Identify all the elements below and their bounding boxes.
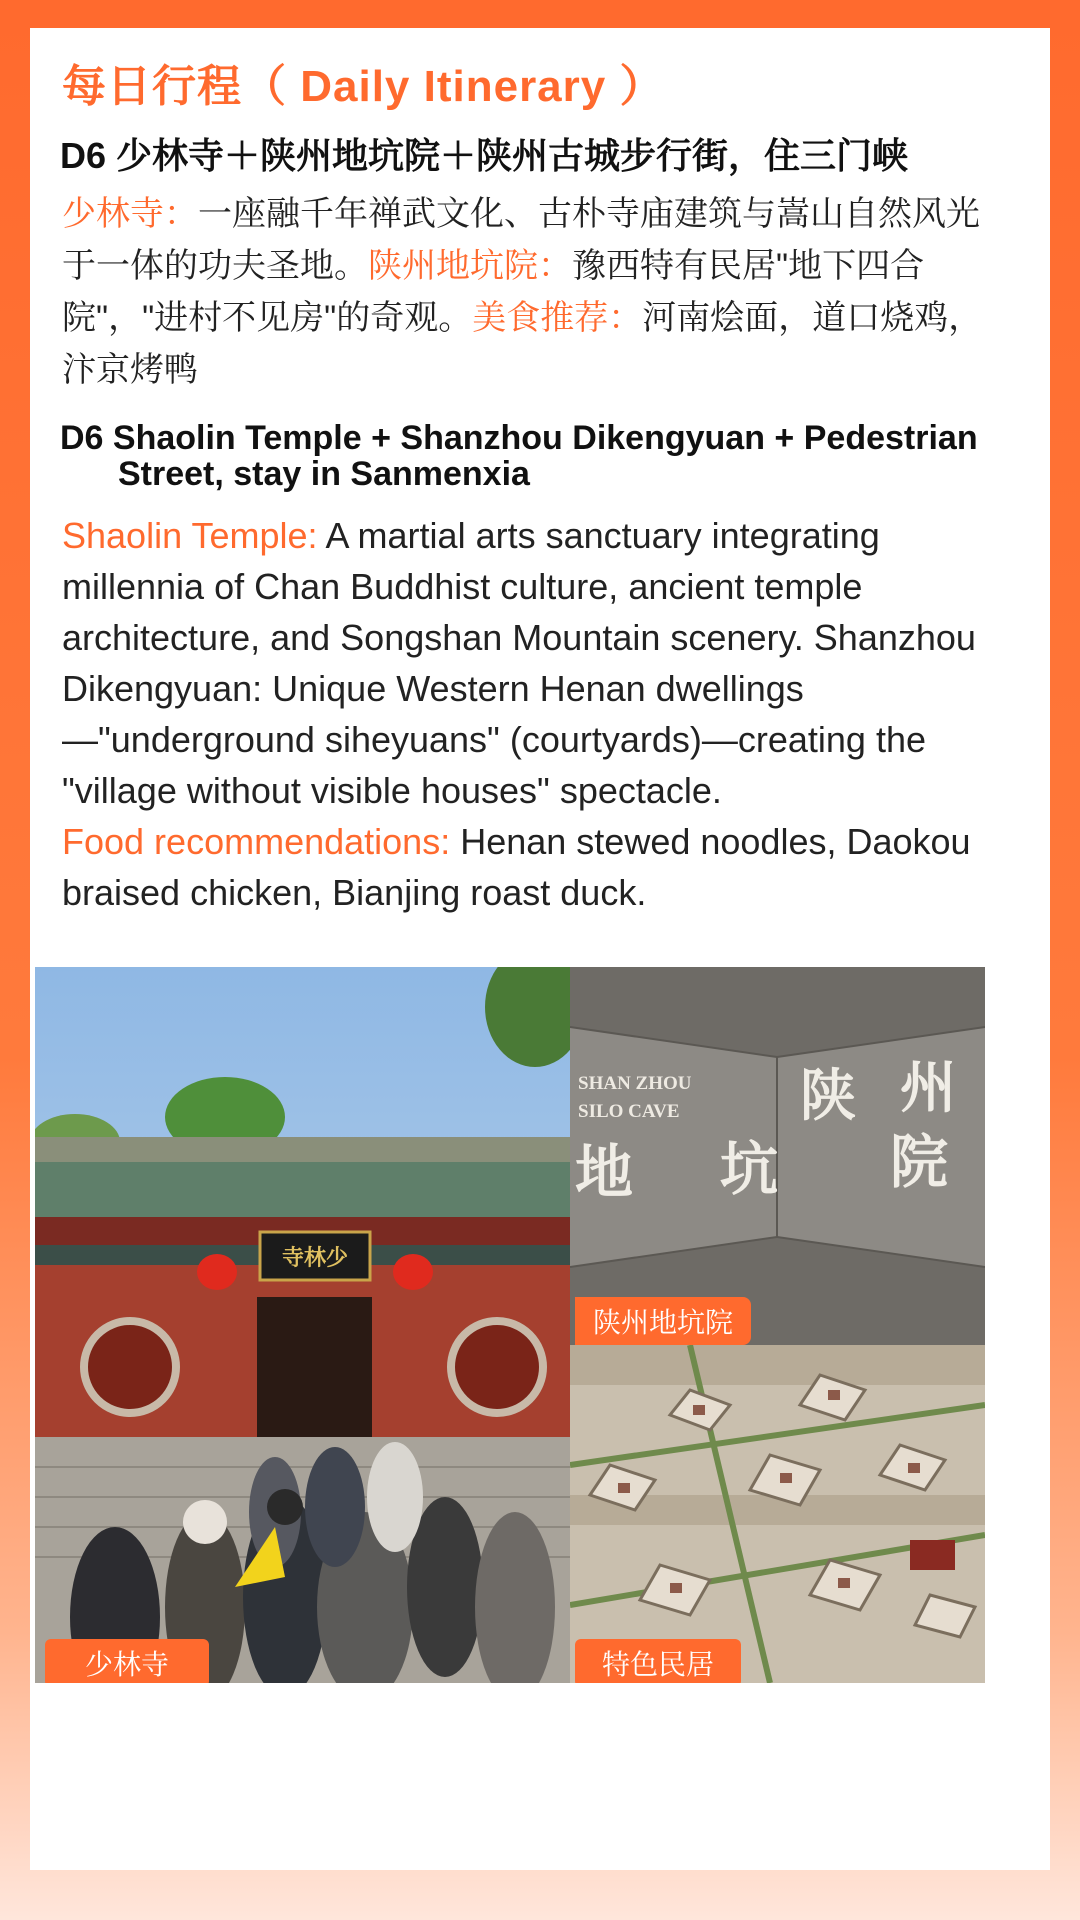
shaolin-text-cn: 一座融千年禅武文化、古朴寺庙建筑与嵩山自然风光于一体的功夫圣地。 <box>62 195 980 285</box>
day-title-en <box>60 420 1020 492</box>
dikeng-label-cn: 陕州地坑院： <box>368 247 572 285</box>
temple-plaque-text: 寺林少 <box>281 1245 349 1270</box>
shaolin-temple-photo <box>35 967 570 1683</box>
shaolin-label-en: Shaolin Temple: <box>62 515 318 556</box>
dikengyuan-caption: 陕州地坑院 <box>575 1297 751 1345</box>
shaolin-text-en: A martial arts sanctuary integrating millennia of Chan Buddhist culture, ancient temple architecture, and Songshan Mountain scenery. Shanzhou Dikengyuan: Unique Western Henan dwellings—"underground siheyuans" (courtyards)—creating the "village without visible houses" spectacle. <box>62 515 976 811</box>
stone-text-en-2: SILO CAVE <box>578 1101 680 1122</box>
section-heading: 每日行程（ Daily Itinerary ） <box>62 62 665 111</box>
description-cn <box>62 188 1012 396</box>
dwellings-caption: 特色民居 <box>575 1639 741 1683</box>
photo-collage <box>35 967 985 1683</box>
day-title-en-line2: Street, stay in Sanmenxia <box>118 455 530 493</box>
stone-text-en-1: SHAN ZHOU <box>578 1073 692 1094</box>
shaolin-caption: 少林寺 <box>45 1639 209 1683</box>
shaolin-label-cn: 少林寺： <box>62 195 198 233</box>
day-title-en-line1: D6 Shaolin Temple + Shanzhou Dikengyuan + Pedestrian <box>60 419 978 457</box>
dwellings-aerial-photo <box>570 1345 985 1683</box>
dikengyuan-stone-photo <box>570 967 985 1345</box>
food-text-en: Henan stewed noodles, Daokou braised chicken, Bianjing roast duck. <box>62 821 971 913</box>
stone-char-3: 地 <box>575 1140 634 1205</box>
stone-char-4: 坑 <box>720 1137 779 1202</box>
dikeng-text-cn: 豫西特有民居"地下四合院"，"进村不见房"的奇观。 <box>62 247 925 337</box>
stone-char-5: 院 <box>890 1130 949 1195</box>
food-text-cn: 河南烩面，道口烧鸡，汴京烤鸭 <box>62 299 983 389</box>
description-en <box>62 510 1017 918</box>
food-label-en: Food recommendations: <box>62 821 451 862</box>
food-label-cn: 美食推荐： <box>472 299 643 337</box>
stone-char-1: 陕 <box>800 1066 856 1128</box>
stone-char-2: 州 <box>900 1058 956 1120</box>
day-title-cn: D6 少林寺＋陕州地坑院＋陕州古城步行街，住三门峡 <box>60 135 909 176</box>
